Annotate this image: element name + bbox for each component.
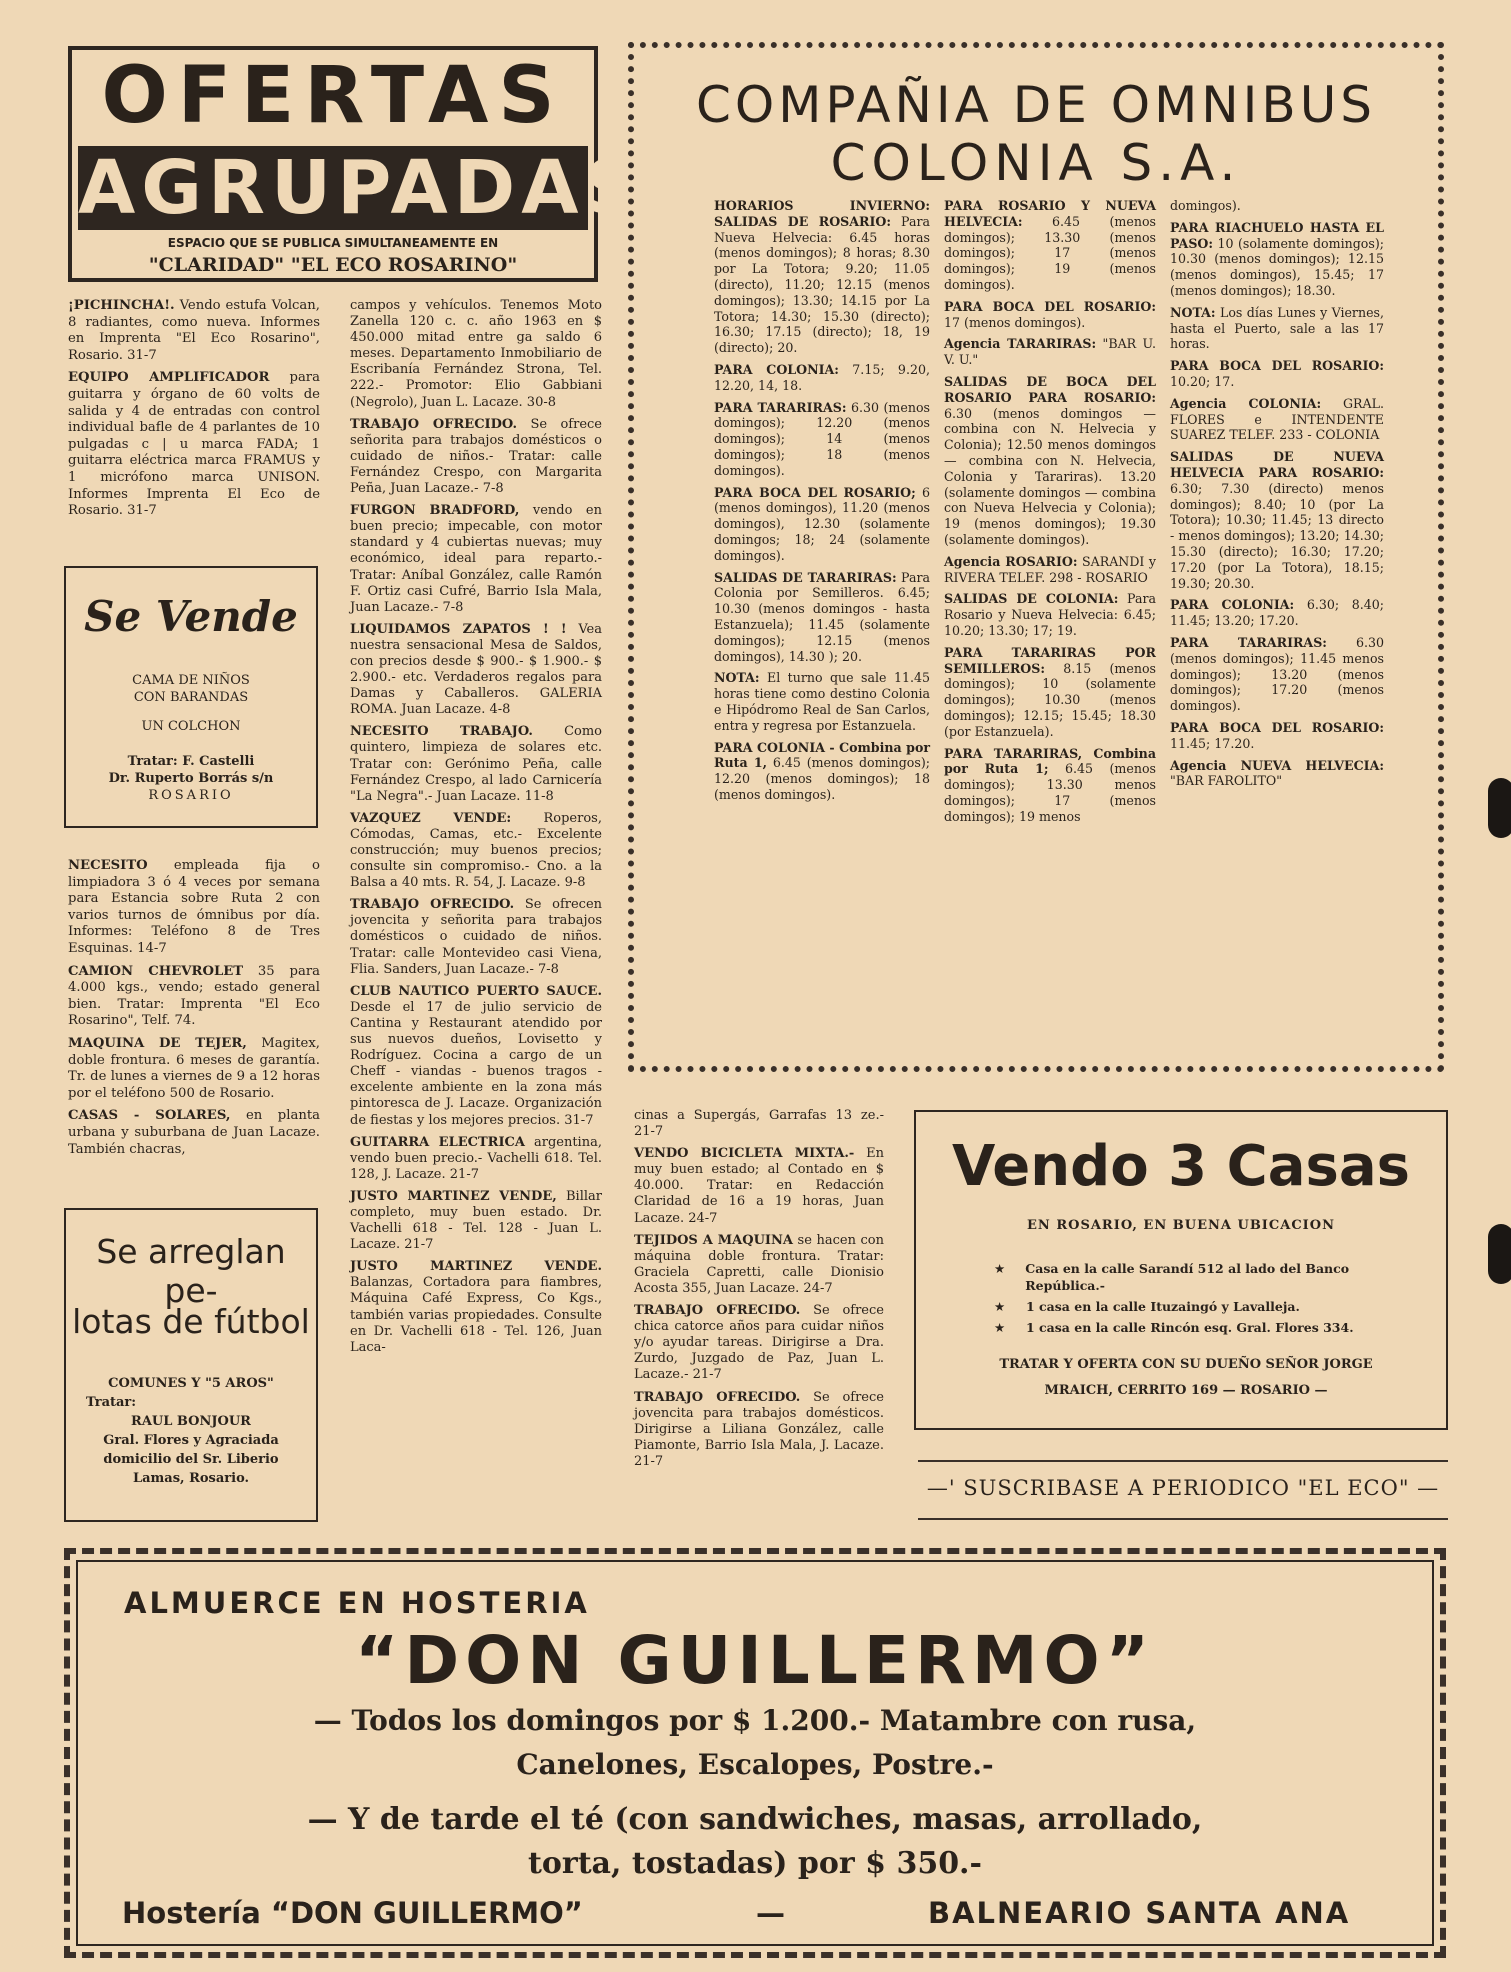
classified-ad: TEJIDOS A MAQUINA se hacen con máquina doble frontura. Tratar: Graciela Capretti, calle Dionisio Acosta 355, Juan Lacaze. 24-7 (634, 1232, 884, 1296)
classified-ad: NECESITO TRABAJO. Como quintero, limpieza de solares etc. Tratar con: Gerónimo Peña, calle Fernández Crespo, al lado Carnicería "La Negra".- Juan Lacaze. 11-8 (350, 724, 602, 804)
classified-ad: Agencia NUEVA HELVECIA: "BAR FAROLITO" (1170, 757, 1384, 789)
classified-ad: ¡PICHINCHA!. Vendo estufa Volcan, 8 radiantes, como nueva. Informes en Imprenta "El Eco Rosarino", Rosario. 31-7 (68, 298, 320, 363)
classified-ad: TRABAJO OFRECIDO. Se ofrecen jovencita y señorita para trabajos domésticos o cuidado de niños. Tratar: calle Montevideo casi Viena, Flia. Sanders, Juan Lacaze.- 7-8 (350, 897, 603, 977)
omnibus-title-1: COMPAÑIA DE OMNIBUS (695, 76, 1377, 134)
classified-ad: SALIDAS DE BOCA DEL ROSARIO PARA ROSARIO: 6.30 (menos domingos — combina con N. Helvecia y Colonia); 12.50 menos domingos — combina con N. Helvecia, Colonia y Tarariras). 13.20 (solamente domingos — combina con Nueva Helvecia y Colonia); 19 (menos domingos); 19.30 (solamente domingos). (944, 373, 1156, 547)
omnibus-col-a (714, 198, 930, 809)
classified-ad: PARA TARARIRAS: 6.30 (menos domingos); 11.45 menos domingos); 13.20 (menos domingos); 17.20 (menos domingos). (1170, 634, 1384, 714)
classified-ad: TRABAJO OFRECIDO. Se ofrece señorita para trabajos domésticos o cuidado de niños.- Tratar: calle Fernández Crespo, con Margarita Peña, Juan Lacaze.- 7-8 (350, 416, 602, 497)
hosteria-line-4: — Y de tarde el té (con sandwiches, masas, arrollado, (307, 1802, 1203, 1837)
classified-ad: TRABAJO OFRECIDO. Se ofrece chica catorce años para cuidar niños y/o ayudar tareas. Dirigirse a Dra. Zurdo, Juzgado de Paz, Juan L. Lacaze.- 21-7 (634, 1303, 884, 1383)
classified-ad: HORARIOS INVIERNO: SALIDAS DE ROSARIO: Para Nueva Helvecia: 6.45 horas (menos domingos); 8 horas; 8.30 por La Totora; 9.20; 11.05 (directo), 11.20; 12.15 (menos domingos); 13.30; 14.15 por La Totora; 14.30; 15.30 (directo); 16.30; 17.15 (directo); 18, 19 (directo); 20. (714, 198, 930, 356)
classified-ad: NOTA: El turno que sale 11.45 horas tiene como destino Colonia e Hipódromo Real de San Carlos, entra y regresa por Estanzuela. (714, 670, 930, 733)
classified-ad: PARA COLONIA - Combina por Ruta 1, 6.45 (menos domingos); 12.20 (menos domingos); 18 (menos domingos). (714, 739, 930, 802)
classified-ad: Agencia COLONIA: GRAL. FLORES e INTENDENTE SUAREZ TELEF. 233 - COLONIA (1170, 395, 1384, 443)
pelotas-title-1: Se arreglan pe- (96, 1232, 286, 1310)
col2-ads (350, 298, 602, 1362)
omnibus-box (628, 42, 1444, 1072)
casa-item: ★ 1 casa en la calle Ituzaingó y Lavalleja. (994, 1299, 1300, 1314)
hosteria-line-5: torta, tostadas) por $ 350.- (528, 1846, 982, 1881)
omnibus-col-b (944, 198, 1156, 830)
binder-hole (1488, 778, 1511, 838)
classified-ad: CLUB NAUTICO PUERTO SAUCE. Desde el 17 de julio servicio de Cantina y Restaurant atendido por sus nuevos dueños, Lovisetto y Rodríguez. Cocina a cargo de un Cheff - viandas - buenos tragos - excelente ambiente en la zona más pintoresca de J. Lacaze. Organización de fiestas y los mejores precios. 31-7 (350, 983, 602, 1128)
classified-ad: MAQUINA DE TEJER, Magitex, doble frontura. 6 meses de garantía. Tr. de lunes a viernes de 9 a 12 horas por el teléfono 500 de Rosario. (68, 1035, 320, 1101)
pelotas-line: domicilio del Sr. Liberio (103, 1452, 279, 1467)
ofertas-agrupadas-header (68, 46, 644, 282)
classified-ad: TRABAJO OFRECIDO. Se ofrece jovencita para trabajos domésticos. Dirigirse a Liliana González, calle Piamonte, Barrio Isla Mala, J. Lacaze. 21-7 (634, 1389, 884, 1469)
classified-ad: PARA COLONIA: 6.30; 8.40; 11.45; 13.20; 17.20. (1170, 597, 1384, 629)
hosteria-line-2: — Todos los domingos por $ 1.200.- Matambre con rusa, (313, 1704, 1197, 1737)
se-vende-title: Se Vende (84, 592, 298, 641)
classified-ad: PARA TARARIRAS, Combina por Ruta 1; 6.45 (menos domingos); 13.30 menos domingos); 17 (menos domingos); 19 menos (944, 745, 1156, 824)
hosteria-line-1: ALMUERCE EN HOSTERIA (124, 1586, 590, 1620)
se-vende-line: ROSARIO (148, 788, 234, 803)
hosteria-footer-right: BALNEARIO SANTA ANA (928, 1896, 1351, 1930)
classified-ad: Agencia ROSARIO: SARANDI y RIVERA TELEF. 298 - ROSARIO (944, 553, 1156, 585)
classified-ad: domingos). (1170, 198, 1241, 213)
se-vende-line: UN COLCHON (141, 719, 241, 734)
classified-ad: PARA COLONIA: 7.15; 9.20, 12.20, 14, 18. (714, 361, 930, 393)
classified-ad: JUSTO MARTINEZ VENDE. Balanzas, Cortadora para fiambres, Máquina Café Express, Co Kgs., también varias propiedades. Consulte en Dr. Vachelli 618 - Tel. 126, Juan Laca- (350, 1259, 602, 1355)
classified-ad: NECESITO empleada fija o limpiadora 3 ó 4 veces por semana para Estancia sobre Ruta 2 con varios turnos de ómnibus por día. Informes: Teléfono 8 de Tres Esquinas. 14-7 (68, 858, 320, 956)
binder-hole (1488, 1224, 1511, 1284)
classified-ad: VENDO BICICLETA MIXTA.- En muy buen estado; al Contado en $ 40.000. Tratar: en Redacción Claridad de 16 a 19 horas, Juan Lacaze. 24-7 (634, 1146, 884, 1226)
vendo-casas-subtitle: EN ROSARIO, EN BUENA UBICACION (1027, 1218, 1335, 1233)
casa-item: ★ 1 casa en la calle Rincón esq. Gral. Flores 334. (994, 1320, 1354, 1335)
se-vende-line: CON BARANDAS (133, 690, 249, 705)
classified-ad: PARA BOCA DEL ROSARIO: 10.20; 17. (1170, 358, 1384, 389)
divider (918, 1518, 1448, 1520)
classified-ad: LIQUIDAMOS ZAPATOS ! ! Vea nuestra sensacional Mesa de Saldos, con precios desde $ 900.- $ 1.900.- $ 2.900.- etc. Verdaderos regalos para Damas y Caballeros. GALERIA ROMA. Juan Lacaze. 4-8 (350, 621, 602, 718)
hosteria-line-3: Canelones, Escalopes, Postre.- (516, 1748, 994, 1781)
casa-item: ★ Casa en la calle Sarandí 512 al lado del Banco República.- (994, 1261, 1350, 1293)
omnibus-title-2: COLONIA S.A. (830, 134, 1242, 192)
se-vende-line: Dr. Ruperto Borrás s/n (108, 771, 274, 786)
pelotas-details (66, 1374, 316, 1488)
pelotas-line: Lamas, Rosario. (132, 1471, 250, 1486)
se-vende-line: CAMA DE NIÑOS (132, 673, 250, 688)
pelotas-line: Gral. Flores y Agraciada (103, 1433, 279, 1448)
suscribase-banner: —' SUSCRIBASE A PERIODICO "EL ECO" — (926, 1476, 1440, 1500)
pelotas-line: Tratar: (86, 1395, 137, 1410)
divider (918, 1460, 1448, 1462)
col1-ads (68, 298, 320, 526)
se-vende-box (64, 566, 318, 828)
col1-ads-2 (68, 858, 320, 1164)
se-vende-line: Tratar: F. Castelli (127, 754, 255, 769)
classified-ad: campos y vehículos. Tenemos Moto Zanella 120 c. c. año 1963 en $ 450.000 mitad entre ga saldo 6 meses. Departamento Inmobiliario de Escribanía Fernández Strona, Tel. 222.- Promotor: Elio Gabbiani (Negrolo), Juan L. Lacaze. 30-8 (350, 298, 602, 410)
classified-ad: cinas a Supergás, Garrafas 13 ze.- 21-7 (634, 1108, 884, 1140)
pelotas-line: COMUNES Y "5 AROS" (108, 1376, 274, 1391)
vendo-casas-title: Vendo 3 Casas (952, 1134, 1410, 1199)
hosteria-footer-dash: — (756, 1896, 785, 1930)
hosteria-inner (76, 1560, 1434, 1946)
classified-ad: PARA BOCA DEL ROSARIO: 17 (menos domingos). (944, 298, 1156, 330)
classified-ad: PARA BOCA DEL ROSARIO; 6 (menos domingos), 11.20 (menos domingos), 12.30 (solamente domingos; 18; 24 (solamente domingos). (714, 484, 930, 563)
classified-ad: Agencia TARARIRAS: "BAR U. V. U." (944, 336, 1156, 368)
classified-ad: SALIDAS DE NUEVA HELVECIA PARA ROSARIO: 6.30; 7.30 (directo) menos domingos); 8.40; 10 (por La Totora); 10.30; 11.45; 13 directo - menos domingos); 13.20; 14.30; 15.30 (directo); 16.30; 17.20; 17.20 (por La Totora), 18.15; 19.30; 20.30. (1170, 449, 1384, 591)
classified-ad: CASAS - SOLARES, en planta urbana y suburbana de Juan Lacaze. También chacras, (68, 1108, 320, 1157)
ofertas-papers: "CLARIDAD" "EL ECO ROSARINO" (148, 254, 518, 276)
star-icon: ★ (994, 1299, 1006, 1314)
star-icon: ★ (994, 1261, 1006, 1276)
classified-ad: EQUIPO AMPLIFICADOR para guitarra y órgano de 60 volts de salida y 4 de entradas con control individual bafle de 4 parlantes de 10 pulgadas c | u marca FADA; 1 guitarra eléctrica marca FRAMUS y 1 micrófono marca UNISON. Informes Imprenta El Eco de Rosario. 31-7 (68, 370, 320, 519)
se-vende-details (66, 672, 316, 804)
classified-ad: PARA BOCA DEL ROSARIO: 11.45; 17.20. (1170, 719, 1384, 751)
classified-ad: JUSTO MARTINEZ VENDE, Billar completo, muy buen estado. Dr. Vachelli 618 - Tel. 128 - Juan L. Lacaze. 21-7 (350, 1188, 602, 1253)
agrupadas-title: AGRUPADAS (78, 145, 644, 231)
hosteria-name: “DON GUILLERMO” (355, 1622, 1155, 1699)
classified-ad: PARA TARARIRAS POR SEMILLEROS: 8.15 (menos domingos); 10 (solamente domingos); 10.30 (menos domingos); 12.15; 15.45; 18.30 (por Estanzuela). (944, 644, 1156, 739)
col3-ads (634, 1108, 884, 1476)
vendo-casas-contact: TRATAR Y OFERTA CON SU DUEÑO SEÑOR JORGE MRAICH, CERRITO 169 — ROSARIO — (999, 1357, 1373, 1398)
pelotas-box (64, 1208, 318, 1522)
classified-ad: FURGON BRADFORD, vendo en buen precio; impecable, con motor standard y 4 cubiertas nuevas; muy económico, ideal para reparto.- Tratar: Aníbal González, calle Ramón F. Ortiz casi Cufré, Barrio Isla Mala, Juan Lacaze.- 7-8 (350, 503, 602, 615)
vendo-casas-list (994, 1260, 1424, 1336)
classified-ad: NOTA: Los días Lunes y Viernes, hasta el Puerto, sale a las 17 horas. (1170, 304, 1384, 352)
vendo-casas-box (914, 1110, 1448, 1430)
classified-ad: SALIDAS DE COLONIA: Para Rosario y Nueva Helvecia: 6.45; 10.20; 13.30; 17; 19. (944, 591, 1156, 638)
classified-ad: VAZQUEZ VENDE: Roperos, Cómodas, Camas, etc.- Excelente construcción; muy buenos precios; consulte sin compromiso.- Cno. a la Balsa a 40 mts. R. 54, J. Lacaze. 9-8 (350, 810, 602, 891)
pelotas-title-2: lotas de fútbol (72, 1302, 310, 1341)
omnibus-col-c (1170, 198, 1384, 795)
star-icon: ★ (994, 1320, 1006, 1335)
classified-ad: PARA ROSARIO Y NUEVA HELVECIA: 6.45 (menos domingos); 13.30 (menos domingos); 17 (menos domingos); 19 (menos domingos). (944, 198, 1156, 292)
ofertas-subtitle: ESPACIO QUE SE PUBLICA SIMULTANEAMENTE EN (167, 236, 499, 250)
ofertas-title: OFERTAS (101, 51, 565, 141)
classified-ad: CAMION CHEVROLET 35 para 4.000 kgs., vendo; estado general bien. Tratar: Imprenta "El Eco Rosarino", Telf. 74. (68, 963, 320, 1029)
hosteria-footer-left: Hostería “DON GUILLERMO” (122, 1896, 583, 1930)
classified-ad: GUITARRA ELECTRICA argentina, vendo buen precio.- Vachelli 618. Tel. 128, J. Lacaze. 21-7 (350, 1134, 602, 1182)
classified-ad: PARA TARARIRAS: 6.30 (menos domingos); 12.20 (menos domingos); 14 (menos domingos); 18 (menos domingos). (714, 399, 930, 478)
pelotas-line: RAUL BONJOUR (131, 1414, 251, 1429)
classified-ad: SALIDAS DE TARARIRAS: Para Colonia por Semilleros. 6.45; 10.30 (menos domingos - hasta Estanzuela); 11.45 (solamente domingos); 12.15 (menos domingos), 14.30 ); 20. (714, 569, 930, 664)
classified-ad: PARA RIACHUELO HASTA EL PASO: 10 (solamente domingos); 10.30 (menos domingos); 12.15 (menos domingos), 15.45; 17 (menos domingos); 18.30. (1170, 219, 1384, 298)
hosteria-box (64, 1548, 1446, 1958)
